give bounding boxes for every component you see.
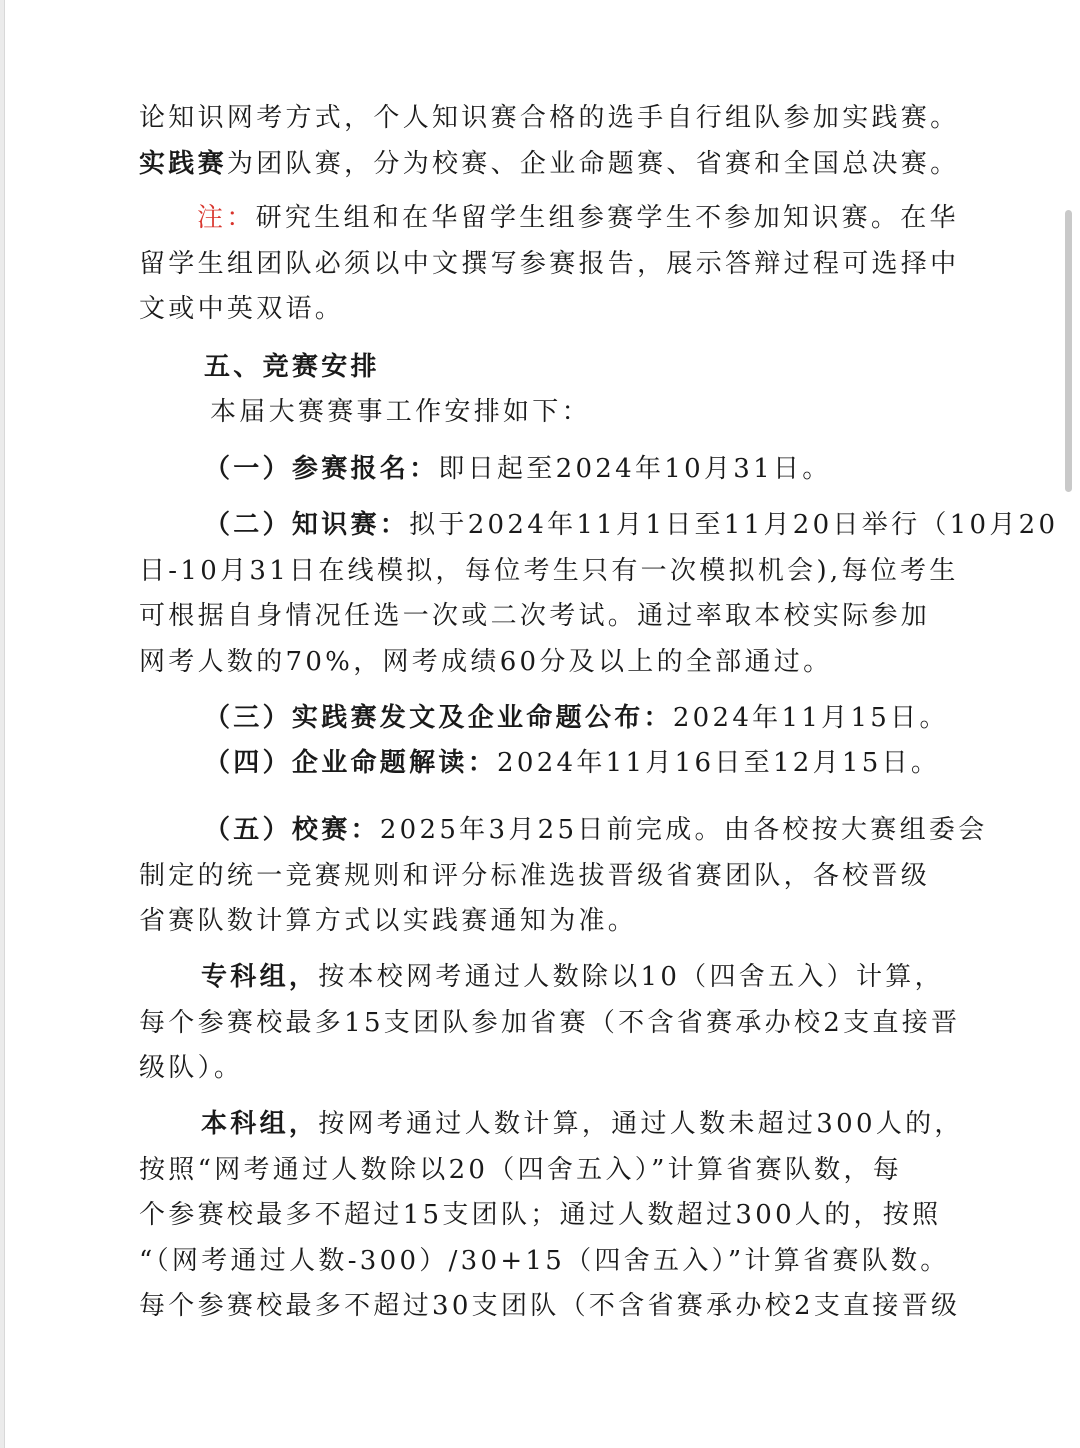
text-segment: 按网考通过人数计算，通过人数未超过300人的， xyxy=(318,1109,964,1139)
item-text: 2024年11月16日至12月15日。 xyxy=(497,748,941,778)
item-topic-interpretation xyxy=(204,741,1004,787)
text-line: 网考人数的70%，网考成绩60分及以上的全部通过。 xyxy=(139,646,833,677)
document-page xyxy=(4,0,1080,1448)
text-line: 留学生组团队必须以中文撰写参赛报告，展示答辩过程可选择中 xyxy=(139,248,960,279)
text-line: 按照“网考通过人数除以20（四舍五入）”计算省赛队数，每 xyxy=(139,1154,903,1185)
item-text: 2024年11月15日。 xyxy=(672,703,949,733)
text-line xyxy=(139,1102,964,1148)
text-line: 论知识网考方式，个人知识赛合格的选手自行组队参加实践赛。 xyxy=(139,103,960,133)
paragraph-note xyxy=(139,196,960,333)
text-line: 日-10月31日在线模拟，每位考生只有一次模拟机会),每位考生 xyxy=(139,555,959,586)
text-line xyxy=(139,142,960,188)
text-segment: 按本校网考通过人数除以10（四舍五入）计算， xyxy=(318,962,944,992)
item-practice-announcement xyxy=(204,696,1004,742)
text-line: 可根据自身情况任选一次或二次考试。通过率取本校实际参加 xyxy=(139,601,931,631)
text-line: 制定的统一竞赛规则和评分标准选拔晋级省赛团队，各校晋级 xyxy=(139,860,931,891)
text-line: 文或中英双语。 xyxy=(139,294,345,324)
item-text: 即日起至2024年10月31日。 xyxy=(438,454,832,484)
text-segment: 2025年3月25日前完成。由各校按大赛组委会 xyxy=(379,815,988,845)
text-line: 每个参赛校最多15支团队参加省赛（不含省赛承办校2支直接晋 xyxy=(139,1007,961,1038)
paragraph-zhuanke xyxy=(139,955,961,1092)
text-line: 每个参赛校最多不超过30支团队（不含省赛承办校2支直接晋级 xyxy=(139,1291,961,1321)
term-practice-contest: 实践赛 xyxy=(139,148,227,179)
group-label: 专科组， xyxy=(201,962,319,992)
item-registration xyxy=(204,447,1004,493)
item-label: （三）实践赛发文及企业命题公布： xyxy=(204,703,673,733)
item-label: （二）知识赛： xyxy=(204,510,410,540)
text-segment: 为团队赛，分为校赛、企业命题赛、省赛和全国总决赛。 xyxy=(226,148,960,179)
section-intro: 本届大赛赛事工作安排如下： xyxy=(210,397,591,427)
scrollbar-thumb[interactable] xyxy=(1065,210,1072,492)
text-segment: 拟于2024年11月1日至11月20日举行（10月20 xyxy=(409,510,1059,540)
item-school-contest xyxy=(139,808,988,945)
item-knowledge-contest xyxy=(139,503,1059,685)
text-line: “（网考通过人数-300）/30+15（四舍五入）”计算省赛队数。 xyxy=(139,1245,950,1276)
note-label: 注： xyxy=(197,203,256,233)
text-segment: 研究生组和在华留学生组参赛学生不参加知识赛。在华 xyxy=(255,203,959,233)
paragraph-benke xyxy=(139,1102,964,1330)
text-line xyxy=(139,503,1059,549)
section-heading: 五、竞赛安排 xyxy=(204,352,380,382)
text-line xyxy=(139,196,959,242)
item-label: （四）企业命题解读： xyxy=(204,748,498,778)
text-line: 个参赛校最多不超过15支团队；通过人数超过300人的，按照 xyxy=(139,1200,942,1230)
text-line xyxy=(139,955,944,1001)
group-label: 本科组， xyxy=(201,1109,319,1139)
paragraph-competition-format xyxy=(139,96,960,187)
text-line: 省赛队数计算方式以实践赛通知为准。 xyxy=(139,906,638,936)
text-line: 级队）。 xyxy=(139,1053,244,1083)
text-line xyxy=(139,808,988,854)
item-label: （五）校赛： xyxy=(204,815,380,845)
item-label: （一）参赛报名： xyxy=(204,454,439,484)
